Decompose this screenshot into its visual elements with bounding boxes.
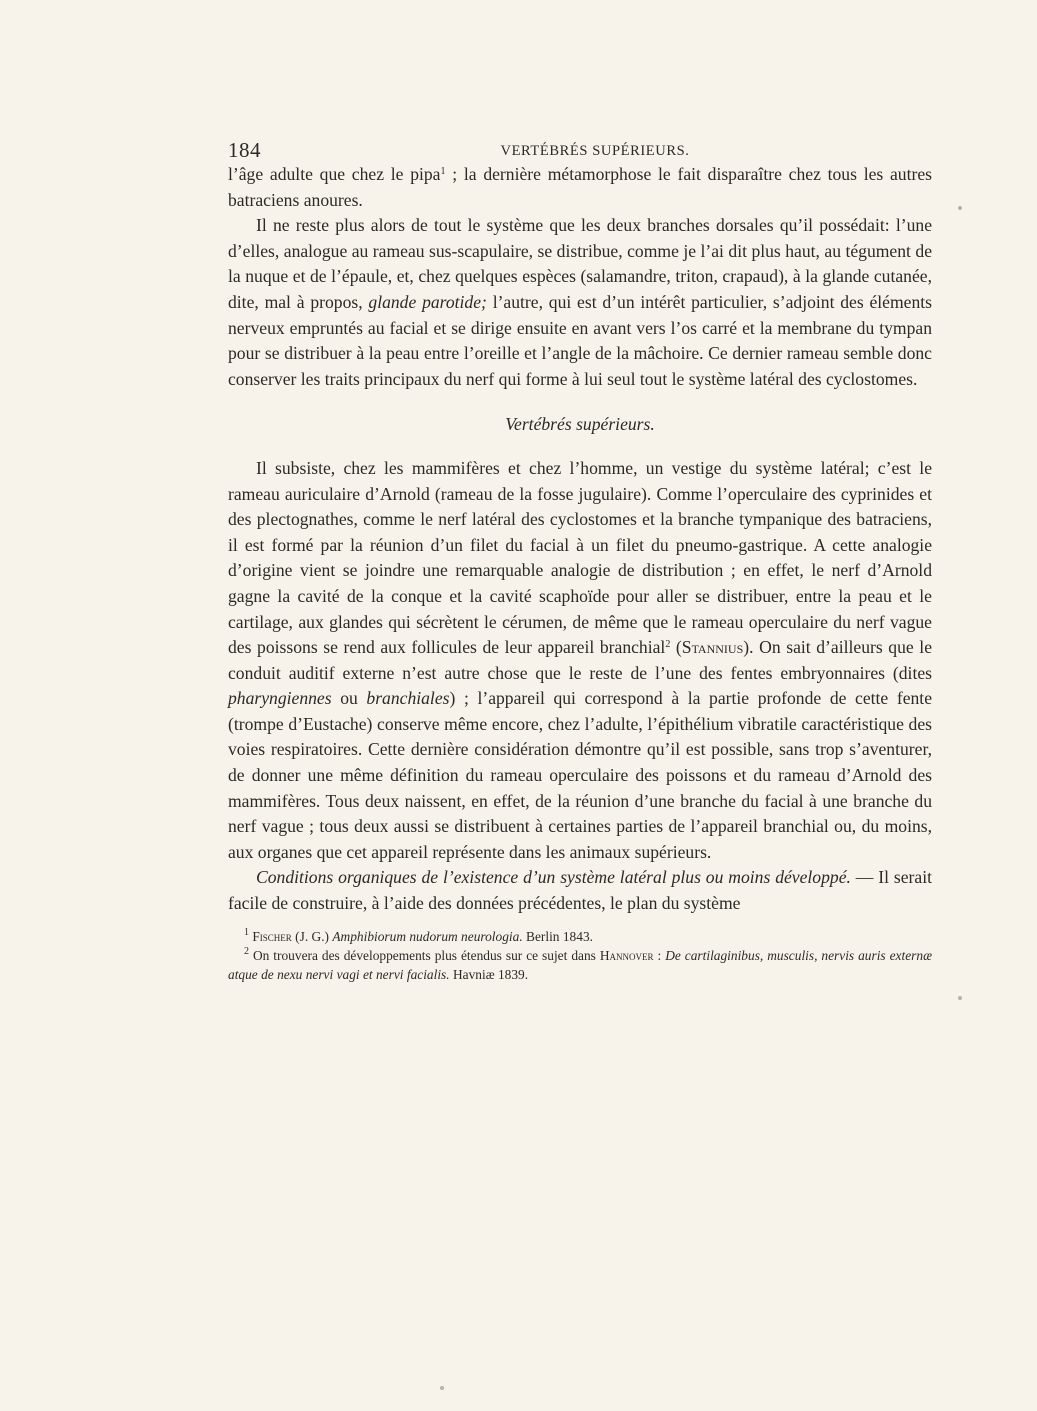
- paragraph-lead: Conditions organiques de l’existence d’un système latéral plus ou moins développé.: [256, 867, 851, 888]
- running-title: VERTÉBRÉS SUPÉRIEURS.: [500, 143, 690, 159]
- book-title: Amphibiorum nudorum neurologia.: [332, 928, 523, 944]
- footnotes: [228, 927, 932, 984]
- paper-speck: [958, 996, 962, 1000]
- paper-speck: [440, 1386, 444, 1390]
- page-header: [228, 138, 932, 162]
- italic-term: pharyngiennes: [228, 688, 332, 709]
- section-heading: Vertébrés supérieurs.: [505, 414, 655, 435]
- page-number: 184: [228, 138, 261, 162]
- page: [228, 138, 932, 984]
- book-title: De cartilaginibus, musculis, nervis auris externæ atque de nexu nervi vagi et nervi facialis.: [228, 947, 933, 982]
- paper-speck: [958, 206, 962, 210]
- paragraph-2: Il ne reste plus alors de tout le système que les deux branches dorsales qu’il possédait: l’une d’elles, analogue au rameau sus-scapulaire, se distribue, comme je l’ai dit plus haut, au tégument de la nuque et de l’épaule, et, chez quelques espèces (salamandre, triton, crapaud), à la glande cutanée, dite, mal à propos, glande parotide; l’autre, qui est d’un intérêt particulier, s’adjoint des éléments nerveux empruntés au facial et se dirige ensuite en avant vers l’os carré et la membrane du tympan pour se distribuer à la peau entre l’oreille et l’angle de la mâchoire. Ce dernier rameau semble donc conserver les traits principaux du nerf qui forme à lui seul tout le système latéral des cyclostomes.: [228, 215, 933, 389]
- italic-term: branchiales: [366, 688, 450, 709]
- author-name: Stannius: [681, 637, 744, 658]
- body-text: [228, 162, 932, 917]
- paragraph-3: Il subsiste, chez les mammifères et chez l’homme, un vestige du système latéral; c’est le rameau auriculaire d’Arnold (rameau de la fosse jugulaire). Comme l’operculaire des cyprinides et des plectognathes, comme le nerf latéral des cyclostomes et la branche tympanique des batraciens, il est formé par la réunion d’un filet du facial à un filet du pneumo-gastrique. A cette analogie d’origine vient se joindre une remarquable analogie de distribution ; en effet, le nerf d’Arnold gagne la cavité de la conque et la cavité scaphoïde pour aller se distribuer, entre la peau et le cartilage, aux glandes qui sécrètent le cérumen, de même que le rameau operculaire du nerf vague des poissons se rend aux follicules de leur appareil branchial$^2$ (Stannius). On sait d’ailleurs que le conduit auditif externe n’est autre chose que le reste de l’une des fentes embryonnaires (dites pharyngiennes ou branchiales) ; l’appareil qui correspond à la partie profonde de cette fente (trompe d’Eustache) conserve même encore, chez l’adulte, l’épithélium vibratile caractéristique des voies respiratoires. Cette dernière considération démontre qu’il est possible, sans trop s’aventurer, de donner une même définition du rameau operculaire des poissons et du rameau d’Arnold des mammifères. Tous deux naissent, en effet, de la réunion d’une branche du facial à une branche du nerf vague ; tous deux aussi se distribuent à certaines parties de l’appareil branchial ou, du moins, aux organes que cet appareil représente dans les animaux supérieurs.: [228, 457, 933, 862]
- author-name: Fischer: [252, 928, 292, 944]
- footnote-1: $^1$ Fischer (J. G.) Amphibiorum nudorum neurologia. Berlin 1843.: [244, 926, 593, 944]
- author-name: Hannover: [599, 947, 654, 963]
- paragraph-1: l’âge adulte que chez le pipa$^1$ ; la dernière métamorphose le fait disparaître chez tous les autres batraciens anoures.: [228, 164, 932, 210]
- footnote-ref-2: 2: [665, 639, 671, 651]
- footnote-2: $^2$ On trouvera des développements plus étendus sur ce sujet dans Hannover : De cartilaginibus, musculis, nervis auris externæ atque de nexu nervi vagi et nervi facialis. Havniæ 1839.: [228, 945, 933, 982]
- italic-term: glande parotide;: [368, 291, 487, 312]
- footnote-ref-1: 1: [440, 166, 446, 177]
- paragraph-4: Conditions organiques de l’existence d’un système latéral plus ou moins développé. — Il serait facile de construire, à l’aide des données précédentes, le plan du système: [228, 867, 932, 914]
